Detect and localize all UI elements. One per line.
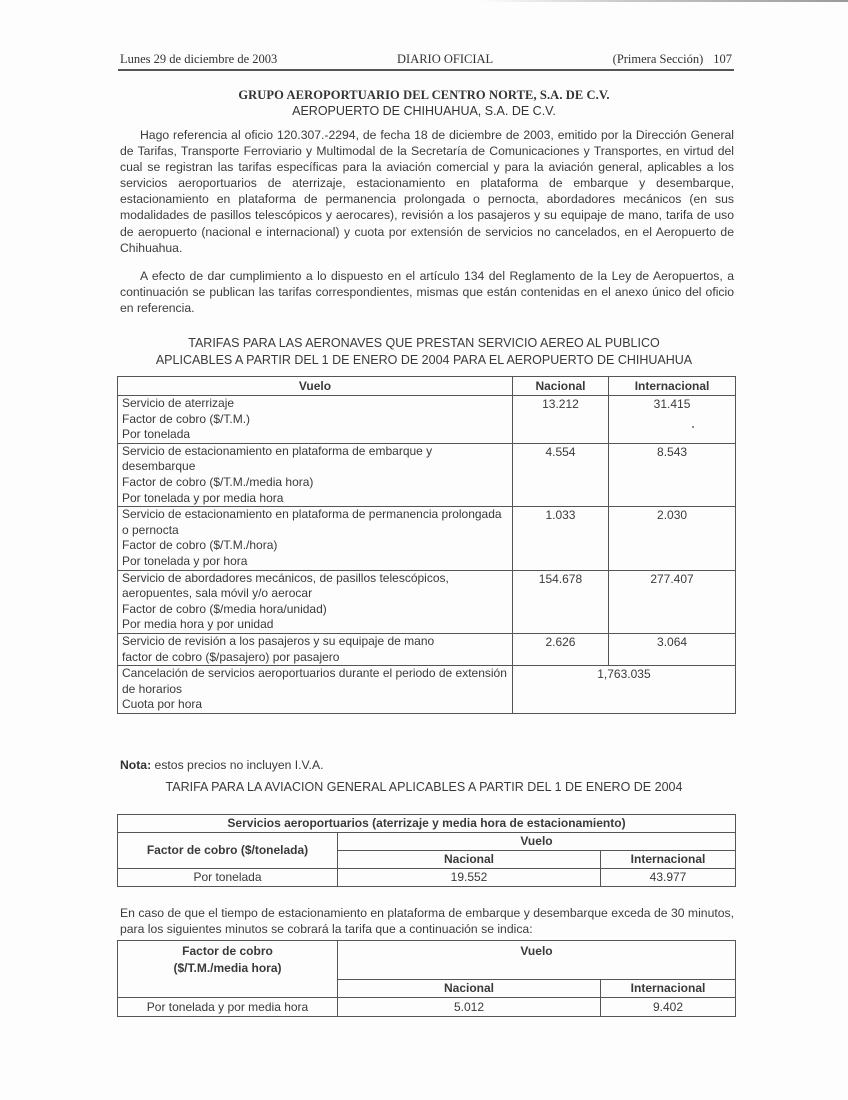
value-internacional: 2.030	[609, 507, 736, 570]
note	[120, 758, 323, 772]
description-line: Factor de cobro ($/T.M.)	[122, 411, 251, 426]
row-label: Por tonelada y por media hora	[118, 998, 338, 1017]
page-number: 107	[713, 52, 732, 66]
extra-parking-table	[117, 940, 736, 1017]
value-nacional: 1.033	[512, 507, 608, 570]
paragraph-text: En caso de que el tiempo de estacionamiento en plataforma de embarque y desembarque exceda de 30 minutos, para los siguientes minutos se cobrará la tarifa que a continuación se indica:	[120, 906, 734, 937]
col-header-vuelo: Vuelo	[118, 377, 513, 396]
service-description	[118, 507, 513, 570]
vuelo-header: Vuelo	[338, 833, 736, 851]
description-line: factor de cobro ($/pasajero) por pasajero	[122, 649, 340, 664]
description-line: Servicio de estacionamiento en plataforma de permanencia prolongada o pernocta	[122, 507, 502, 537]
service-description	[118, 396, 513, 444]
paragraph-reference	[120, 127, 734, 256]
description-line: Por tonelada	[122, 427, 191, 442]
page-header	[120, 52, 732, 68]
description-line: Factor de cobro ($/media hora/unidad)	[122, 601, 327, 616]
vuelo-header: Vuelo	[338, 941, 736, 980]
table1-title-line2: APLICABLES A PARTIR DEL 1 DE ENERO DE 2004 PARA EL AEROPUERTO DE CHIHUAHUA	[155, 353, 693, 367]
description-line: Cuota por hora	[122, 697, 203, 712]
description-line: Por media hora y por unidad	[122, 617, 274, 632]
general-aviation-table	[117, 814, 736, 887]
table1-title	[0, 335, 848, 369]
header-date: Lunes 29 de diciembre de 2003	[120, 52, 278, 66]
table-row	[118, 396, 736, 444]
table-header-row	[118, 941, 736, 980]
table-header-row	[118, 833, 736, 851]
col-header-internacional: Internacional	[609, 377, 736, 396]
description-line: Servicio de estacionamiento en plataforma de embarque y desembarque	[122, 443, 433, 474]
org-title: GRUPO AEROPORTUARIO DEL CENTRO NORTE, S.A. DE C.V.	[238, 88, 610, 102]
scan-edge	[480, 0, 848, 2]
scan-speck	[692, 426, 694, 428]
service-description	[118, 666, 513, 714]
value-internacional: 3.064	[609, 633, 736, 665]
value-internacional: 277.407	[609, 570, 736, 633]
paragraph-text: A efecto de dar cumplimiento a lo dispuesto en el artículo 134 del Reglamento de la Ley de Aeropuertos, a continuación se publican las tarifas correspondientes, mismas que están contenidas en el anexo único del oficio en referencia.	[120, 269, 734, 316]
paragraph-compliance	[120, 268, 734, 316]
service-description	[118, 443, 513, 506]
commercial-tariff-table	[117, 376, 736, 714]
table-row	[118, 443, 736, 506]
table-row	[118, 998, 736, 1017]
description-line: Cancelación de servicios aeroportuarios durante el periodo de extensión de horarios	[122, 666, 507, 696]
description-line: Servicio de aterrizaje	[122, 396, 235, 410]
table-header-row	[118, 815, 736, 833]
value-internacional: 31.415	[609, 396, 736, 444]
paragraph-text: Hago referencia al oficio 120.307.-2294, de fecha 18 de diciembre de 2003, emitido por la Dirección General de Tarifas, Transporte Ferroviario y Multimodal de la Secretaría de Comunicaciones y Transportes, en virtud del cual se registran las tarifas específicas para la aviación comercial y para la aviación general, aplicables a los servicios aeroportuarios de aterrizaje, estacionamiento en plataforma de embarque y desembarque, estacionamiento en plataforma de permanencia prolongada o pernocta, abordadores mecánicos (en sus modalidades de pasillos telescópicos y aerocares), revisión a los pasajeros y su equipaje de mano, tarifa de uso de aeropuerto (nacional e internacional) y cuota por extensión de servicios no cancelados, en el Aeropuerto de Chihuahua.	[120, 128, 734, 255]
org-subtitle: AEROPUERTO DE CHIHUAHUA, S.A. DE C.V.	[292, 104, 556, 118]
col-header-nacional: Nacional	[338, 851, 601, 869]
value-internacional: 8.543	[609, 443, 736, 506]
col-header-nacional: Nacional	[512, 377, 608, 396]
description-line: Factor de cobro ($/T.M./hora)	[122, 538, 278, 553]
note-label: Nota:	[120, 758, 152, 772]
value-nacional: 4.554	[512, 443, 608, 506]
table-row	[118, 666, 736, 714]
service-description	[118, 570, 513, 633]
section-label: (Primera Sección)	[612, 52, 704, 66]
table-header-row	[118, 377, 736, 396]
header-section	[613, 52, 732, 67]
value-combined: 1,763.035	[512, 666, 735, 714]
description-line: Factor de cobro ($/T.M./media hora)	[122, 474, 314, 489]
col-header-internacional: Internacional	[601, 851, 736, 869]
header-rule	[118, 69, 734, 71]
col-header-internacional: Internacional	[601, 980, 736, 998]
row-label: Por tonelada	[118, 869, 338, 887]
factor-header-line1: Factor de cobro	[182, 944, 273, 958]
description-line: Por tonelada y por media hora	[122, 490, 284, 505]
service-description	[118, 633, 513, 665]
value-nacional: 13.212	[512, 396, 608, 444]
table-row	[118, 869, 736, 887]
description-line: Por tonelada y por hora	[122, 553, 248, 568]
table-row	[118, 633, 736, 665]
note-text: estos precios no incluyen I.V.A.	[151, 758, 324, 772]
paragraph-extra-time	[120, 905, 734, 937]
value-internacional: 9.402	[601, 998, 736, 1017]
description-line: Servicio de abordadores mecánicos, de pasillos telescópicos, aeropuentes, sala móvil y/o aerocar	[122, 570, 449, 601]
header-publication: DIARIO OFICIAL	[397, 52, 494, 66]
col-header-nacional: Nacional	[338, 980, 601, 998]
factor-header-line2: ($/T.M./media hora)	[173, 961, 282, 975]
table1-title-line1: TARIFAS PARA LAS AERONAVES QUE PRESTAN SERVICIO AEREO AL PUBLICO	[188, 336, 660, 350]
value-nacional: 19.552	[338, 869, 601, 887]
super-header: Servicios aeroportuarios (aterrizaje y media hora de estacionamiento)	[118, 815, 736, 833]
value-nacional: 5.012	[338, 998, 601, 1017]
value-nacional: 154.678	[512, 570, 608, 633]
value-internacional: 43.977	[601, 869, 736, 887]
value-nacional: 2.626	[512, 633, 608, 665]
factor-header	[118, 941, 338, 998]
table2-title: TARIFA PARA LA AVIACION GENERAL APLICABLES A PARTIR DEL 1 DE ENERO DE 2004	[165, 780, 683, 794]
table-row	[118, 507, 736, 570]
description-line: Servicio de revisión a los pasajeros y su equipaje de mano	[122, 633, 435, 648]
factor-header: Factor de cobro ($/tonelada)	[118, 833, 338, 869]
table-row	[118, 570, 736, 633]
